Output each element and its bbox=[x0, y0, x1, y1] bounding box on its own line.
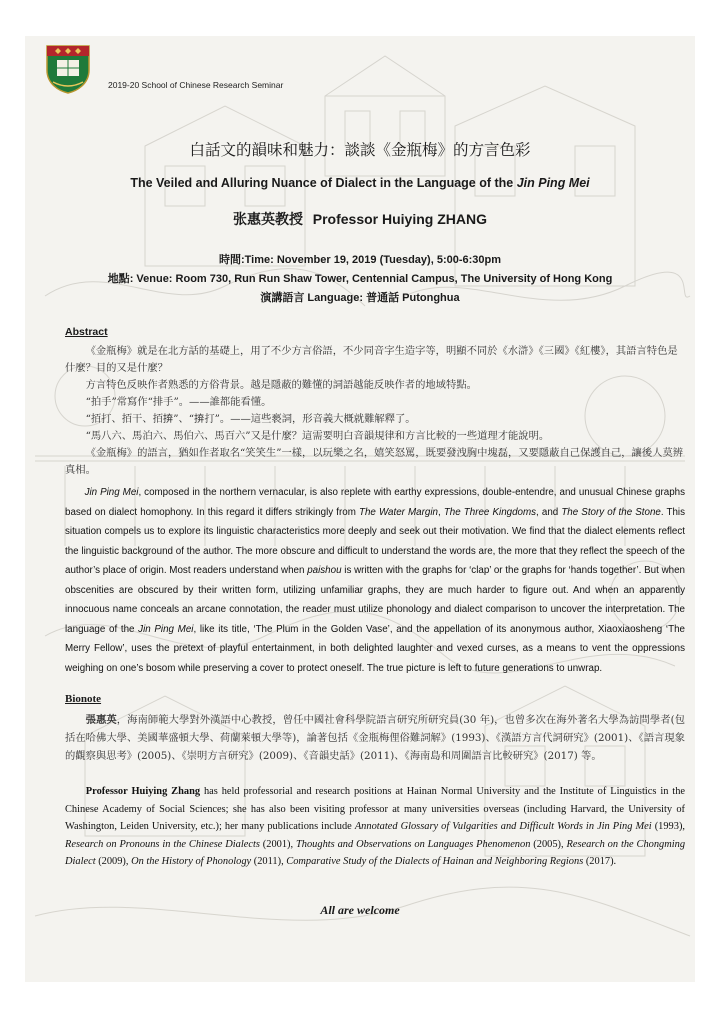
abstract-chinese bbox=[65, 343, 685, 479]
italic-title: The Story of the Stone bbox=[561, 506, 661, 518]
title-english-prefix: The Veiled and Alluring Nuance of Dialect in the Language of the bbox=[130, 176, 517, 190]
abstract-zh-paragraph: 《金瓶梅》就是在北方話的基礎上，用了不少方言俗語，不少同音字生造字等，明顯不同於《水滸》《三國》《紅樓》，其語言特色是什麼？目的又是什麼？ bbox=[65, 345, 678, 374]
bionote-zh-paragraph bbox=[65, 711, 685, 765]
italic-title: Jin Ping Mei bbox=[138, 623, 194, 635]
speaker-line bbox=[25, 209, 695, 229]
publication-title: Research on Pronouns in the Chinese Dialects bbox=[65, 838, 260, 850]
venue-value: : Venue: Room 730, Run Run Shaw Tower, Centennial Campus, The University of Hong Kong bbox=[129, 273, 613, 285]
language-value-english: Putonghua bbox=[399, 292, 460, 304]
bionote-zh-name: 張惠英 bbox=[85, 714, 117, 726]
abstract-zh-paragraph: “𢫦打、𢫦干、𢫦𢬵”、“𢬵打”。——這些褻詞，形音義大概就難解釋了。 bbox=[85, 413, 416, 425]
abstract-zh-paragraph: 方言特色反映作者熟悉的方俗背景。越是隱蔽的難懂的詞語越能反映作者的地域特點。 bbox=[85, 379, 477, 391]
bionote-heading: Bionote bbox=[65, 693, 102, 705]
italic-title: The Water Margin bbox=[359, 506, 438, 518]
text-run: has held professorial and research positions at Hainan Normal University and the Institute of Linguistics in the Chinese Academy of Social Sciences; she has also been visiting professor at many universities overseas (including Harvard, the University of Washington, Leiden University, etc.); her many publications include bbox=[65, 786, 686, 832]
bionote-en-paragraph bbox=[65, 783, 685, 871]
abstract-english bbox=[65, 483, 685, 678]
bionote-chinese bbox=[65, 711, 685, 765]
text-run: , bbox=[437, 506, 444, 518]
speaker-name-chinese: 张惠英教授 bbox=[233, 212, 303, 228]
publication-title: Research on the Chongming Dialect bbox=[65, 838, 686, 867]
text-run: (1993), bbox=[651, 821, 686, 832]
event-venue bbox=[25, 270, 695, 286]
university-crest-logo bbox=[43, 42, 93, 94]
text-run: , and bbox=[536, 506, 562, 518]
seminar-series-label: 2019-20 School of Chinese Research Seminar bbox=[108, 80, 284, 90]
title-chinese: 白話文的韻味和魅力：談談《金瓶梅》的方言色彩 bbox=[189, 141, 531, 159]
time-label-chinese: 時間 bbox=[218, 253, 241, 266]
text-run: , composed in the northern vernacular, is also replete with earthy expressions, double-entendre, and unusual Chinese graphs based on dialect homophony. In this regard it differs strikingly from bbox=[65, 487, 685, 518]
italic-title: The Three Kingdoms bbox=[443, 506, 537, 518]
text-run: (2009), bbox=[95, 856, 132, 867]
abstract-en-paragraph bbox=[65, 483, 685, 678]
language-value-chinese: 普通話 bbox=[366, 291, 400, 304]
abstract-zh-paragraph: “拍手”常寫作“排手”。——誰都能看懂。 bbox=[85, 396, 272, 408]
language-label-chinese: 演講語言 bbox=[260, 291, 305, 304]
title-english bbox=[25, 176, 695, 190]
event-time bbox=[25, 251, 695, 267]
bionote-english bbox=[65, 783, 685, 871]
publication-title: Comparative Study of the Dialects of Hainan and Neighboring Regions bbox=[286, 856, 584, 867]
text-run: , like its title, ‘The Plum in the Golden Vase’, and the appellation of its anonymous author, Xiaoxiaosheng ‘The Merry Fellow’, uses the pretext of playful entertainment, in both delighted laughter and vexed curses, as a means to vent the oppressions weighing on one’s bosom while preserving a cover to protect oneself. The true picture is left to future generations to unwrap. bbox=[65, 623, 685, 674]
time-value: :Time: November 19, 2019 (Tuesday), 5:00-6:30pm bbox=[240, 254, 502, 266]
italic-term: paishou bbox=[307, 565, 342, 576]
language-label-english: Language: bbox=[304, 292, 367, 304]
text-run: (2017). bbox=[583, 856, 617, 867]
text-run: (2001), bbox=[259, 838, 297, 850]
title-english-italic: Jin Ping Mei bbox=[516, 176, 590, 190]
text-run: is written with the graphs for ‘clap’ or the graphs for ‘hands together’. But when obscenities are obscured by their written form, utilizing unfamiliar graphs, they are much harder to figure out. And when an apparently innocuous name conceals an arcane connotation, the reader must utilize phonology and dialect comparison to uncover the interpretation. The language of the bbox=[65, 565, 686, 635]
publication-title: Thoughts and Observations on Languages Phenomenon bbox=[296, 838, 531, 850]
event-language bbox=[25, 289, 695, 305]
bionote-en-name: Professor Huiying Zhang bbox=[85, 786, 201, 797]
italic-title: Jin Ping Mei bbox=[84, 487, 139, 498]
text-run: . This situation compels us to explore its linguistic characteristics more deeply and seek out their motivation. We find that the dialect elements reflect the linguistic background of the author. The more obscure and difficult to understand the words are, the more that they reflect the speech of the author’s place of origin. Most readers understand when bbox=[65, 506, 685, 576]
text-run: (2005), bbox=[530, 838, 567, 850]
publication-title: Annotated Glossary of Vulgarities and Difficult Words in Jin Ping Mei bbox=[354, 821, 652, 832]
welcome-message: All are welcome bbox=[320, 903, 400, 917]
abstract-zh-paragraph: 《金瓶梅》的語言，猶如作者取名“笑笑生”一樣，以玩樂之名，嬉笑怒罵，既要發洩胸中塊磊，又要隱蔽自己保護自己，讓後人莫辨真相。 bbox=[65, 447, 684, 476]
abstract-heading: Abstract bbox=[65, 326, 108, 338]
abstract-zh-paragraph: “馬八六、馬泊六、馬伯六、馬百六”又是什麼？這需要明白音韻規律和方言比較的一些道理才能說明。 bbox=[85, 430, 550, 442]
text-run: (2011), bbox=[251, 856, 287, 867]
speaker-name-english: Professor Huiying ZHANG bbox=[312, 211, 487, 227]
bionote-zh-text: ，海南師範大學對外漢語中心教授，曾任中國社會科學院語言研究所研究員(30 年)，也曾多次在海外著名大學為訪問學者(包括在哈佛大學、美國華盛頓大學、荷蘭萊頓大學等)，論著包括《金瓶梅俚俗難詞解》(1993)、《漢語方言代詞研究》(2001)、《語言現象的觀察與思考》(2005)、《崇明方言研究》(2009)、《音韻史話》(2011)、《海南島和周圍語言比較研究》(2017) 等。 bbox=[65, 714, 685, 762]
publication-title: On the History of Phonology bbox=[131, 856, 252, 867]
venue-label-chinese: 地點 bbox=[107, 272, 130, 285]
